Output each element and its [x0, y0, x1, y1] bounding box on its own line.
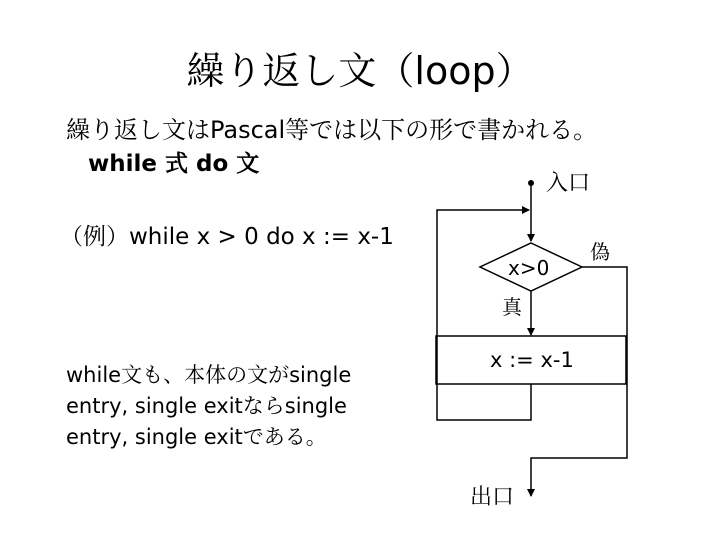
body-label: x := x-1 — [490, 348, 574, 372]
note-text: while文も、本体の文がsingle entry, single exitならsingle entry, single exitである。 — [66, 363, 352, 449]
slide-title: 繰り返し文（loop） — [186, 49, 534, 93]
syntax-text: while 式 do 文 — [88, 151, 260, 177]
example-text: （例）while x > 0 do x := x-1 — [60, 224, 394, 250]
false-label: 偽 — [590, 240, 610, 264]
intro-text: 繰り返し文はPascal等では以下の形で書かれる。 — [66, 116, 598, 144]
true-label: 真 — [502, 295, 522, 319]
exit-label: 出口 — [470, 485, 515, 510]
entry-label: 入口 — [546, 171, 591, 196]
condition-label: x>0 — [508, 256, 550, 280]
false-arrow — [531, 267, 627, 496]
